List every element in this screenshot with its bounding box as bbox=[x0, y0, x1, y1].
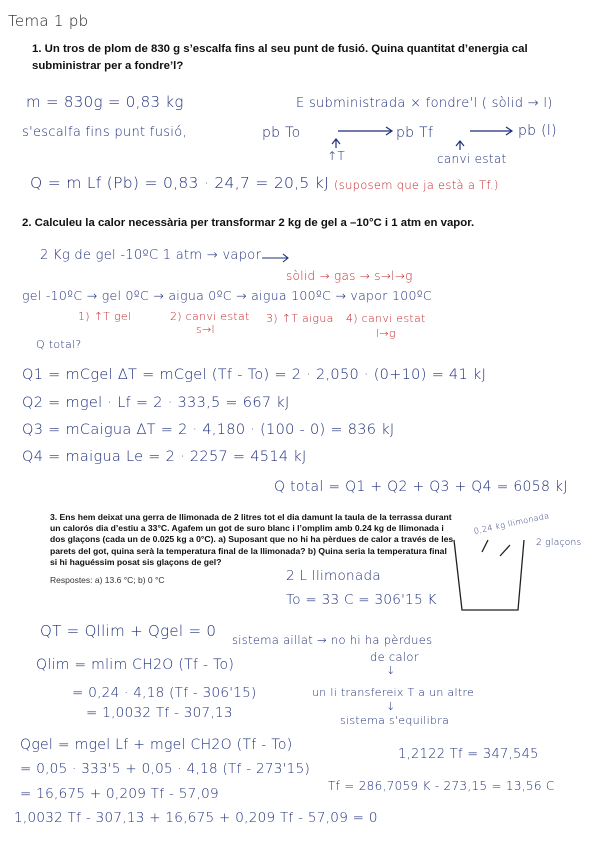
q3-arrow-1: ↓ bbox=[386, 664, 396, 677]
q1-energy: E subministrada × fondre'l ( sòlid → l) bbox=[296, 96, 553, 111]
q1-assume: (suposem que ja està a Tf.) bbox=[334, 178, 499, 192]
q3-equilibra: sistema s'equilibra bbox=[340, 714, 450, 727]
q1-pb-l: pb (l) bbox=[518, 123, 557, 139]
q2-eq-q2: Q2 = mgel · Lf = 2 · 333,5 = 667 kJ bbox=[22, 395, 290, 411]
q3-arrow-2: ↓ bbox=[386, 700, 396, 713]
q2-chain: gel -10ºC → gel 0ºC → aigua 0ºC → aigua 100ºC → vapor 100ºC bbox=[22, 288, 432, 303]
q3-transfer: un li transfereix T a un altre bbox=[312, 686, 475, 699]
q2-total: Q total = Q1 + Q2 + Q3 + Q4 = 6058 kJ bbox=[274, 479, 568, 495]
q1-pb-to: pb To bbox=[262, 125, 301, 141]
q3-line-c: = 0,05 · 333'5 + 0,05 · 4,18 (Tf - 273'15) bbox=[20, 761, 311, 777]
q2-step4: 4) canvi estat bbox=[346, 312, 426, 325]
q3-qt: QT = Qllim + Qgel = 0 bbox=[40, 622, 217, 640]
glass-drawing bbox=[454, 540, 524, 610]
q2-qtotal-label: Q total? bbox=[36, 338, 82, 351]
q3-qlim: Qlim = mlim CH2O (Tf - To) bbox=[36, 657, 235, 673]
page-title: Tema 1 pb bbox=[8, 12, 89, 30]
q1-mass: m = 830g = 0,83 kg bbox=[26, 93, 184, 111]
q1-canvi-estat: canvi estat bbox=[437, 152, 507, 166]
q1-delta-t: ↑T bbox=[327, 149, 345, 163]
q3-question: 3. Ens hem deixat una gerra de llimonada de 2 litres tot el dia damunt la taula de la terrassa durant un calorós dia d’estiu a 33°C. Agafem un got de suro blanc i l’omplim amb 0.24 kg de llimonada i dos glaçons (cada un de 0.025 kg a 0°C). a) Suposant que no hi ha pèrdues de calor a través de les parets del got, quina serà la temperatura final de la llimonada? b) Quina seria la temperatura final si hi haguéssim posat sis glaçons de gel? bbox=[50, 512, 454, 567]
q2-eq-q4: Q4 = maigua Le = 2 · 2257 = 4514 kJ bbox=[22, 449, 307, 465]
q3-label-ice: 2 glaçons bbox=[536, 538, 582, 548]
q1-question-line2: subministrar per a fondre’l? bbox=[32, 60, 184, 72]
q3-line-d: = 16,675 + 0,209 Tf - 57,09 bbox=[20, 786, 219, 802]
q3-answers: Respostes: a) 13.6 °C; b) 0 °C bbox=[50, 575, 165, 585]
q3-two-l: 2 L llimonada bbox=[286, 568, 381, 584]
q3-sistema: sistema aïllat → no hi ha pèrdues bbox=[232, 633, 433, 647]
q2-eq-q1: Q1 = mCgel ΔT = mCgel (Tf - To) = 2 · 2,050 · (0+10) = 41 kJ bbox=[22, 367, 487, 383]
q3-line-b: = 1,0032 Tf - 307,13 bbox=[86, 705, 233, 721]
q3-eq2: Tf = 286,7059 K - 273,15 = 13,56 C bbox=[328, 779, 555, 793]
q1-heated: s'escalfa fins punt fusió, bbox=[22, 125, 187, 140]
q2-question: 2. Calculeu la calor necessària per transformar 2 kg de gel a –10°C i 1 atm en vapor. bbox=[22, 217, 475, 229]
q2-solid-gas: sòlid → gas → s→l→g bbox=[286, 269, 413, 283]
q1-result: Q = m Lf (Pb) = 0,83 · 24,7 = 20,5 kJ bbox=[30, 174, 329, 192]
q2-line1: 2 Kg de gel -10ºC 1 atm → vapor bbox=[40, 248, 262, 263]
q3-final: 1,0032 Tf - 307,13 + 16,675 + 0,209 Tf - 57,09 = 0 bbox=[14, 810, 378, 826]
q2-step2: 2) canvi estat bbox=[170, 310, 250, 323]
q3-eq1: 1,2122 Tf = 347,545 bbox=[398, 747, 539, 762]
q2-step1: 1) ↑T gel bbox=[78, 310, 132, 323]
q2-eq-q3: Q3 = mCaigua ΔT = 2 · 4,180 · (100 - 0) = 836 kJ bbox=[22, 422, 395, 438]
q2-step3: 3) ↑T aigua bbox=[266, 312, 334, 325]
q2-step4b: l→g bbox=[376, 327, 396, 340]
q3-label-lim: 0,24 kg llimonada bbox=[473, 511, 551, 536]
q2-step2b: s→l bbox=[196, 323, 215, 336]
q3-line-a: = 0,24 · 4,18 (Tf - 306'15) bbox=[72, 685, 257, 701]
q3-de-calor: de calor bbox=[370, 650, 419, 664]
q3-to: To = 33 C = 306'15 K bbox=[286, 592, 437, 608]
q3-qgel: Qgel = mgel Lf + mgel CH2O (Tf - To) bbox=[20, 737, 293, 753]
q1-pb-tf: pb Tf bbox=[396, 125, 434, 141]
q1-question-line1: 1. Un tros de plom de 830 g s’escalfa fins al seu punt de fusió. Quina quantitat d’energia cal bbox=[32, 43, 528, 55]
